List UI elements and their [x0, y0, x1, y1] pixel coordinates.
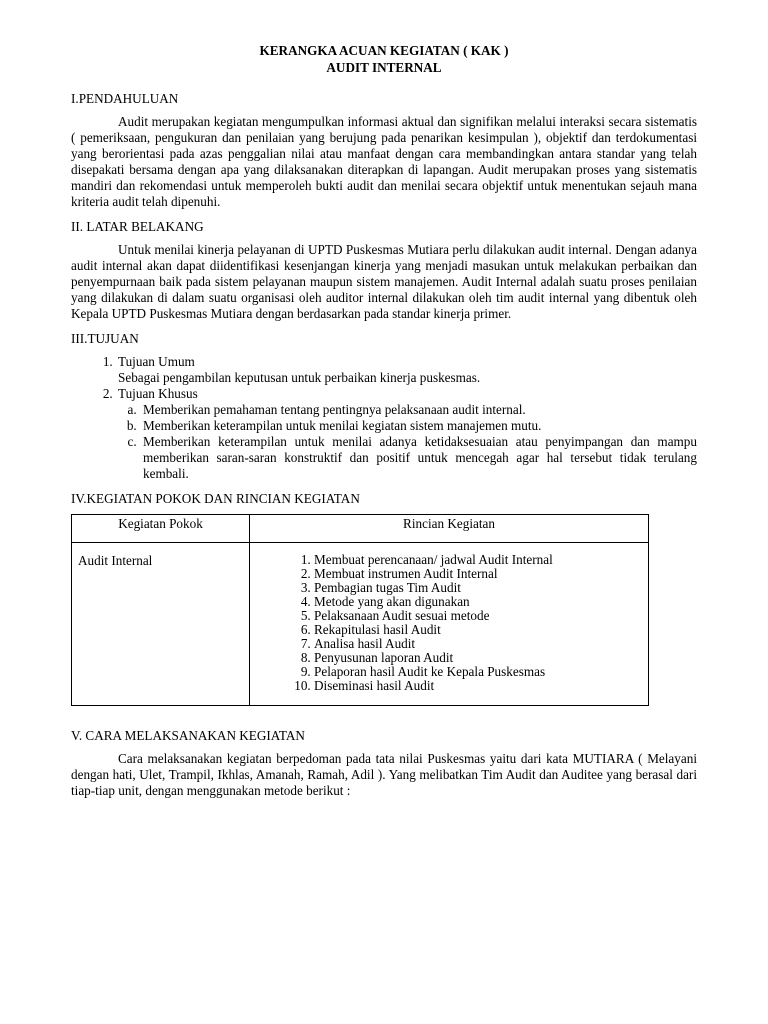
list-item: b. Memberikan keterampilan untuk menilai kegiatan sistem manajemen mutu.	[140, 418, 697, 434]
list-item: 6. Rekapitulasi hasil Audit	[314, 623, 642, 637]
list-item-tujuan-umum	[116, 354, 697, 386]
list-item: 8. Penyusunan laporan Audit	[314, 651, 642, 665]
document-title: KERANGKA ACUAN KEGIATAN ( KAK )	[259, 43, 509, 58]
table-header-rincian: Rincian Kegiatan	[250, 515, 649, 543]
list-item: 10. Diseminasi hasil Audit	[314, 679, 642, 693]
table-cell-rincian	[250, 543, 649, 706]
list-item: 4. Metode yang akan digunakan	[314, 595, 642, 609]
list-item: a. Memberikan pemahaman tentang pentingnya pelaksanaan audit internal.	[140, 402, 697, 418]
list-item-tujuan-khusus	[116, 386, 697, 482]
section-heading-pendahuluan: I.PENDAHULUAN	[71, 91, 179, 106]
section-heading-kegiatan: IV.KEGIATAN POKOK DAN RINCIAN KEGIATAN	[71, 491, 360, 506]
tujuan-umum-label: Tujuan Umum	[118, 354, 195, 369]
list-item: 7. Analisa hasil Audit	[314, 637, 642, 651]
tujuan-list	[71, 354, 697, 482]
list-item: 1. Membuat perencanaan/ jadwal Audit Internal	[314, 553, 642, 567]
document-subtitle: AUDIT INTERNAL	[326, 60, 442, 75]
paragraph-pendahuluan: Audit merupakan kegiatan mengumpulkan informasi aktual dan signifikan melalui interaksi secara sistematis ( pemeriksaan, pengukuran dan penilaian yang berujung pada penarikan kesimpulan ), objektif dan terdokumentasi yang berorientasi pada azas penggalian nilai atau manfaat dengan cara membandingkan antara standar yang telah disepakati bersama dengan apa yang dilaksanakan diterapkan di lapangan. Audit merupakan proses yang sistematis mandiri dan rekomendasi untuk memperoleh bukti audit dan menilai secara objektif untuk menentukan sejauh mana kriteria audit telah dipenuhi.	[71, 114, 697, 209]
paragraph-latar-belakang: Untuk menilai kinerja pelayanan di UPTD Puskesmas Mutiara perlu dilakukan audit internal. Dengan adanya audit internal akan dapat diidentifikasi kesenjangan kinerja yang menjadi masukan untuk melakukan perbaikan dan penyempurnaan baik pada sistem pelayanan maupun sistem manajemen. Audit Internal adalah suatu proses penilaian yang dilakukan di dalam suatu organisasi oleh auditor internal dilakukan oleh tim audit internal yang dibentuk oleh Kepala UPTD Puskesmas Mutiara dengan berdasarkan pada standar kinerja primer.	[71, 242, 697, 321]
tujuan-khusus-list	[118, 402, 697, 482]
tujuan-umum-text: Sebagai pengambilan keputusan untuk perbaikan kinerja puskesmas.	[118, 370, 481, 385]
section-heading-tujuan: III.TUJUAN	[71, 331, 139, 346]
table-cell-pokok: Audit Internal	[72, 543, 250, 706]
table-header-pokok: Kegiatan Pokok	[72, 515, 250, 543]
section-heading-cara: V. CARA MELAKSANAKAN KEGIATAN	[71, 728, 305, 743]
list-item: 9. Pelaporan hasil Audit ke Kepala Puskesmas	[314, 665, 642, 679]
list-item: c. Memberikan keterampilan untuk menilai adanya ketidaksesuaian atau penyimpangan dan mampu memberikan saran-saran konstruktif dan positif untuk mencegah agar hal tersebut tidak terulang kembali.	[140, 434, 697, 482]
list-item: 5. Pelaksanaan Audit sesuai metode	[314, 609, 642, 623]
list-item: 2. Membuat instrumen Audit Internal	[314, 567, 642, 581]
paragraph-cara: Cara melaksanakan kegiatan berpedoman pada tata nilai Puskesmas yaitu dari kata MUTIARA ( Melayani dengan hati, Ulet, Trampil, Ikhlas, Amanah, Ramah, Adil ). Yang melibatkan Tim Audit dan Auditee yang berasal dari tiap-tiap unit, dengan menggunakan metode berikut :	[71, 751, 697, 798]
table-row	[72, 543, 649, 706]
list-item: 3. Pembagian tugas Tim Audit	[314, 581, 642, 595]
tujuan-khusus-label: Tujuan Khusus	[118, 386, 198, 401]
section-heading-latar-belakang: II. LATAR BELAKANG	[71, 219, 204, 234]
rincian-list	[256, 553, 642, 693]
table-header-row	[72, 515, 649, 543]
kegiatan-table	[71, 514, 649, 706]
